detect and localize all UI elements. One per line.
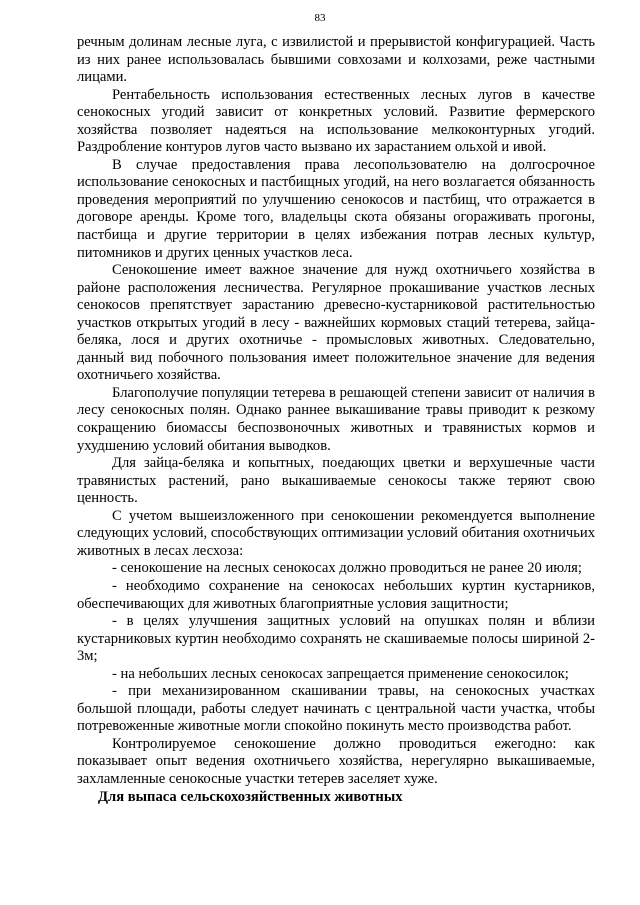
list-item: - в целях улучшения защитных условий на опушках полян и вблизи кустарниковых куртин необходимо сохранять не скашиваемые полосы шириной 2-3м;	[77, 613, 595, 665]
paragraph-continuation: речным долинам лесные луга, с извилистой и прерывистой конфигурацией. Часть из них ранее использовалась бывшими совхозами и колхозами, реже частными лицами.	[77, 34, 595, 86]
paragraph-land-use-rights: В случае предоставления права лесопользователю на долгосрочное использование сенокосных и пастбищных угодий, на него возлагается обязанность проведения мероприятий по улучшению сенокосов и пастбищ, что отражается в договоре аренды. Кроме того, владельцы скота обязаны огораживать прогоны, пастбища и другие территории в целях избежания потрав лесных культур, питомников и других ценных участков леса.	[77, 156, 595, 261]
paragraph-profitability: Рентабельность использования естественных лесных лугов в качестве сенокосных угодий зависит от конкретных условий. Развитие фермерского хозяйства позволяет надеяться на использование мелкоконтурных угодий. Раздробление контуров лугов часто вызвано их зарастанием ольхой и ивой.	[77, 86, 595, 156]
paragraph-controlled-haymaking: Контролируемое сенокошение должно проводиться ежегодно: как показывает опыт ведения охотничьего хозяйства, нерегулярно выкашиваемые, захламленные сенокосные участки тетерев заселяет хуже.	[77, 735, 595, 787]
paragraph-grouse-population: Благополучие популяции тетерева в решающей степени зависит от наличия в лесу сенокосных полян. Однако раннее выкашивание травы приводит к резкому сокращению биомассы беспозвоночных животных и травянистых кормов и ухудшению условий обитания выводков.	[77, 384, 595, 454]
paragraph-recommendations-intro: С учетом вышеизложенного при сенокошении рекомендуется выполнение следующих условий, способствующих оптимизации условий обитания охотничьих животных в лесах лесхоза:	[77, 507, 596, 559]
document-body	[77, 34, 595, 806]
page-number: 83	[314, 12, 326, 24]
list-item: - на небольших лесных сенокосах запрещается применение сенокосилок;	[112, 665, 569, 682]
section-heading: Для выпаса сельскохозяйственных животных	[98, 788, 403, 805]
paragraph-hare-ungulates: Для зайца-беляка и копытных, поедающих цветки и верхушечные части травянистых растений, рано выкашиваемые сенокосы также теряют свою ценность.	[77, 455, 595, 507]
list-item: - сенокошение на лесных сенокосах должно проводиться не ранее 20 июля;	[112, 560, 582, 577]
list-item: - необходимо сохранение на сенокосах небольших куртин кустарников, обеспечивающих для животных благоприятные условия защитности;	[77, 577, 595, 612]
paragraph-haymaking-importance: Сенокошение имеет важное значение для нужд охотничьего хозяйства в районе расположения лесничества. Регулярное прокашивание участков лесных сенокосов препятствует зарастанию древесно-кустарниковой растительностью участков открытых угодий в лесу - важнейших кормовых стаций тетерева, зайца-беляка, лося и других охотничье - промысловых животных. Следовательно, данный вид побочного пользования имеет положительное значение для ведения охотничьего хозяйства.	[77, 262, 595, 384]
list-item: - при механизированном скашивании травы, на сенокосных участках большой площади, работы следует начинать с центральной части участка, чтобы потревоженные животные могли спокойно покинуть место производства работ.	[77, 683, 595, 735]
